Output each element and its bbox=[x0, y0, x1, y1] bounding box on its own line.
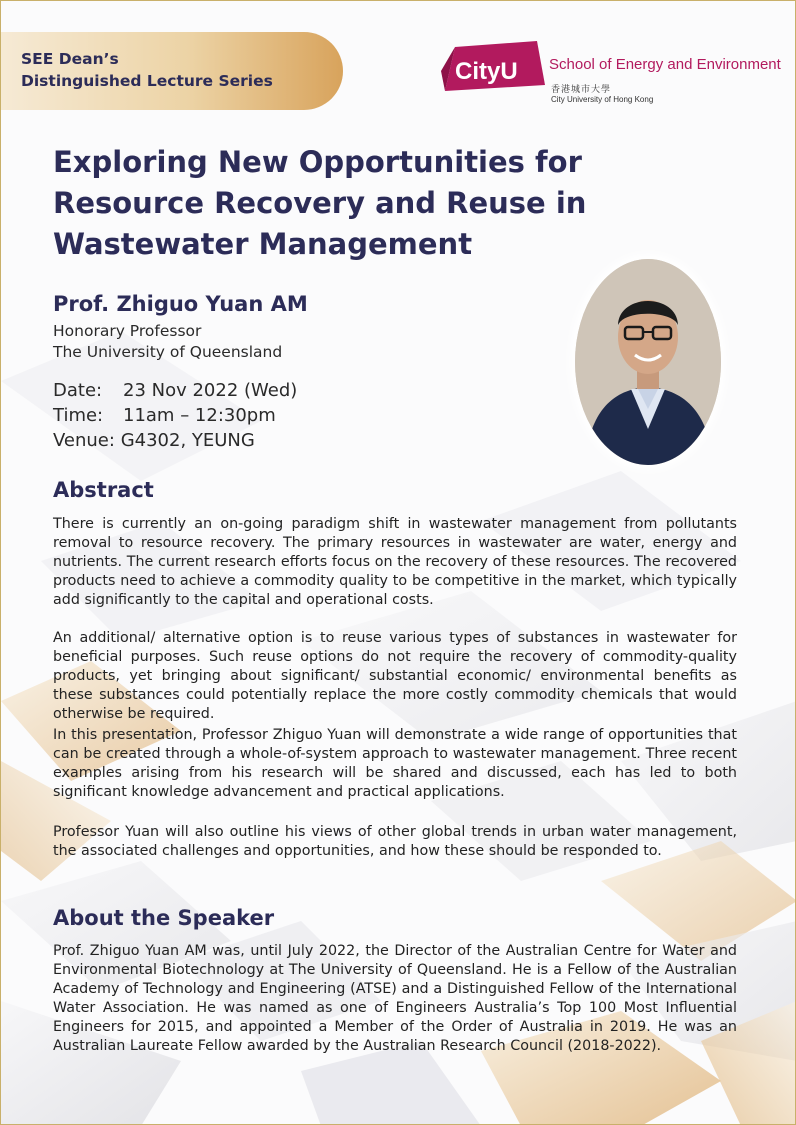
school-name: School of Energy and Environment bbox=[549, 56, 781, 73]
speaker-portrait bbox=[575, 259, 721, 465]
lecture-series-label bbox=[21, 48, 341, 92]
university-name-chinese: 香港城市大學 bbox=[551, 85, 612, 95]
event-date bbox=[53, 380, 297, 401]
speaker-name: Prof. Zhiguo Yuan AM bbox=[53, 292, 308, 316]
abstract-paragraph-3: In this presentation, Professor Zhiguo Yuan will demonstrate a wide range of opportunities that can be created through a whole-of-system approach to wastewater management. Three recent examples arising from his research will be shared and discussed, each has led to both significant knowledge advancement and practical applications. bbox=[53, 727, 737, 800]
speaker-biography: Prof. Zhiguo Yuan AM was, until July 2022, the Director of the Australian Centre for Water and Environmental Biotechnology at The University of Queensland. He is a Fellow of the Australian Academy of Technology and Engineering (ATSE) and a Distinguished Fellow of the International Water Association. He was named as one of Engineers Australia’s Top 100 Most Influential Engineers for 2015, and appointed a Member of the Order of Australia in 2019. He was an Australian Laureate Fellow awarded by the Australian Research Council (2018-2022). bbox=[53, 943, 737, 1054]
abstract-heading: Abstract bbox=[53, 478, 154, 502]
cityu-logo-text: CityU bbox=[455, 58, 518, 85]
event-venue bbox=[53, 430, 255, 451]
abstract-paragraph-1: There is currently an on-going paradigm shift in wastewater management from pollutants removal to resource recovery. The primary resources in wastewater are water, energy and nutrients. The current research efforts focus on the recovery of these resources. The recovered products need to achieve a commodity quality to be competitive in the market, which typically add significantly to the capital and operational costs. bbox=[53, 516, 737, 608]
venue-value: G4302, YEUNG bbox=[120, 430, 255, 451]
abstract-paragraph-2: An additional/ alternative option is to reuse various types of substances in wastewater for beneficial purposes. Such reuse options do not require the recovery of commodity-quality products, yet bringing about significant/ substantial economic/ environmental benefits as these substances could potentially replace the more costly commodity chemicals that would otherwise be required. bbox=[53, 630, 737, 722]
university-name-english: City University of Hong Kong bbox=[551, 95, 654, 104]
time-label: Time: bbox=[53, 405, 104, 426]
lecture-title bbox=[53, 142, 673, 265]
cityu-logo bbox=[441, 41, 546, 97]
date-label: Date: bbox=[53, 380, 103, 401]
abstract-paragraph-4: Professor Yuan will also outline his views of other global trends in urban water management, the associated challenges and opportunities, and how these should be responded to. bbox=[53, 824, 737, 859]
venue-label: Venue: bbox=[53, 430, 115, 451]
speaker-position: Honorary Professor bbox=[53, 322, 202, 340]
lecture-series-line-1: SEE Dean’s bbox=[21, 50, 119, 68]
time-value: 11am – 12:30pm bbox=[123, 405, 276, 426]
speaker-affiliation: The University of Queensland bbox=[53, 343, 283, 361]
speaker-portrait-illustration bbox=[575, 259, 721, 465]
lecture-series-line-2: Distinguished Lecture Series bbox=[21, 72, 273, 90]
about-speaker-heading: About the Speaker bbox=[53, 906, 275, 930]
lecture-title-line-2: Resource Recovery and Reuse in bbox=[53, 186, 587, 220]
event-time bbox=[53, 405, 276, 426]
lecture-title-line-1: Exploring New Opportunities for bbox=[53, 145, 582, 179]
date-value: 23 Nov 2022 (Wed) bbox=[123, 380, 298, 401]
lecture-title-line-3: Wastewater Management bbox=[53, 227, 473, 261]
